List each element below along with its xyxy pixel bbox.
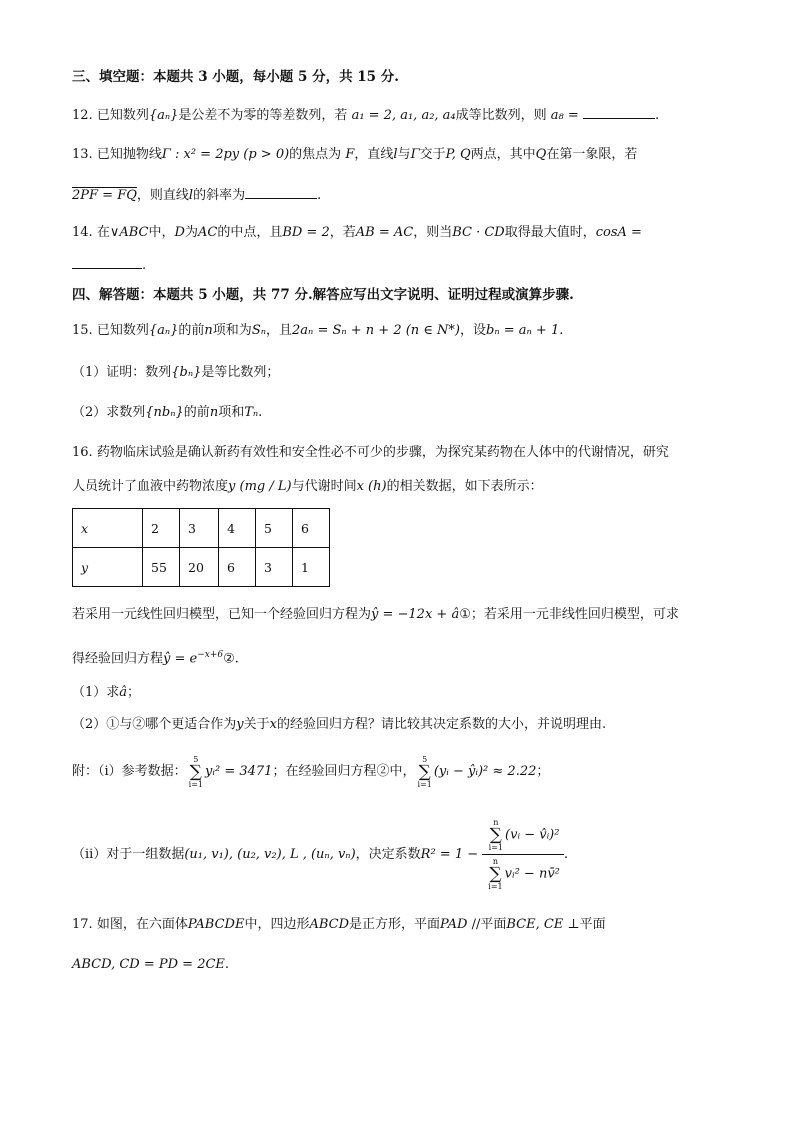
table-cell: 6 [219, 548, 256, 587]
table-row [73, 509, 330, 548]
q16-p1: （1）求 [72, 685, 120, 700]
q16-l2b: 与代谢时间 [291, 479, 357, 494]
q14-tf: ，则当 [413, 225, 453, 240]
question-16-line4 [72, 646, 239, 668]
q15-tc: 项和为 [212, 323, 252, 338]
q15-number: 15. [72, 323, 93, 338]
q15-p1b: 是等比数列； [201, 365, 280, 380]
section-heading-fill-in [72, 68, 399, 86]
sigma-icon: ∑ [418, 761, 431, 782]
q14-tb: 中， [148, 225, 175, 240]
q16-x-unit: x (h) [356, 479, 387, 494]
summation-symbol [488, 857, 502, 891]
q16-l4a: 得经验回归方程 [72, 651, 164, 667]
question-16-line1 [72, 444, 669, 462]
q16-ii-end: . [563, 847, 569, 862]
q13-l1d: 与 [397, 147, 411, 162]
q17-l1b: 中，四边形 [244, 917, 310, 932]
q14-bd: BD = 2 [282, 225, 330, 240]
question-13-line1 [72, 146, 637, 164]
q15-p1: （1）证明：数列 [72, 365, 172, 380]
denominator-expr: vᵢ² − nv̄² [504, 866, 560, 882]
q15-td: ，且 [266, 323, 293, 338]
q17-end: . [224, 957, 230, 972]
q17-l1a: 如图，在六面体 [96, 917, 188, 932]
q13-number: 13. [72, 147, 93, 162]
q14-tc: 为 [184, 225, 198, 240]
q16-line1: 药物临床试验是确认新药有效性和安全性必不可少的步骤，为探究某药物在人体中的代谢情况，研究 [96, 445, 669, 460]
q14-td: 的中点，且 [217, 225, 283, 240]
q13-focus: F [345, 147, 355, 162]
question-12 [72, 106, 659, 125]
q16-p2b: 关于 [243, 717, 270, 732]
q16-ii-b: ，决定系数 [355, 847, 421, 862]
q17-quad: ABCD [309, 917, 350, 932]
sum-lower: i=1 [488, 843, 504, 852]
q17-bce: BCE, CE ⊥ [506, 917, 580, 932]
q15-tb: 的前 [178, 323, 205, 338]
q16-p2c: 的经验回归方程？请比较其决定系数的大小，并说明理由. [277, 717, 607, 732]
q16-eq1: ŷ = −12x + â [371, 607, 460, 622]
q13-parabola: Γ : x² = 2py (p > 0) [161, 147, 290, 162]
sum-upper: n [492, 857, 499, 866]
q13-answer-blank [245, 186, 317, 199]
table-cell: 4 [219, 509, 256, 548]
q15-p2-seq: {nbₙ} [145, 405, 184, 420]
q12-text-a: 已知数列 [96, 108, 149, 123]
q14-prod: BC · CD [452, 225, 505, 240]
q15-n: n [204, 323, 213, 338]
q14-tg: 取得最大值时， [504, 225, 596, 240]
q15-seq: {aₙ} [148, 323, 179, 338]
q14-d: D [174, 225, 185, 240]
numerator-expr: (vᵢ − v̂ᵢ)² [505, 827, 560, 843]
question-15-part1 [72, 364, 279, 382]
q17-solid: PABCDE [187, 917, 245, 932]
q16-ii-r: R² = 1 − [420, 847, 479, 862]
summation-symbol [489, 818, 503, 852]
table-cell: 6 [293, 509, 330, 548]
q14-eq: AB = AC [355, 225, 414, 240]
q15-ta: 已知数列 [96, 323, 149, 338]
q13-l1a: 已知抛物线 [96, 147, 162, 162]
q16-l4b: ②. [223, 651, 239, 667]
q15-p2-end: . [258, 405, 263, 420]
q17-l1e: 平面 [579, 917, 606, 932]
table-cell: 20 [180, 548, 219, 587]
section-heading-solutions [72, 286, 574, 304]
q16-p1-a: â [119, 685, 128, 700]
q15-relation: 2aₙ = Sₙ + n + 2 (n ∈ N*) [292, 323, 461, 338]
summation-symbol [417, 755, 431, 789]
sum-lower: i=1 [488, 882, 503, 891]
q14-te: ，若 [329, 225, 356, 240]
q12-seq: {aₙ} [148, 108, 179, 123]
q13-l1g: 在第一象限，若 [546, 147, 638, 162]
q16-p2-y: y [236, 717, 244, 732]
q16-ref-sum2: (yᵢ − ŷᵢ)² ≈ 2.22 [433, 764, 537, 779]
table-cell: 3 [180, 509, 219, 548]
question-16-part1 [72, 684, 140, 702]
r-squared-fraction [482, 818, 564, 891]
q16-ref-a: 附：（i）参考数据： [72, 764, 187, 779]
q13-gamma: Γ [410, 147, 420, 162]
q17-number: 17. [72, 917, 93, 932]
question-14-line1 [72, 224, 642, 242]
q16-y-unit: y (mg / L) [228, 479, 292, 494]
q13-l2: l [188, 188, 194, 203]
q15-p2-n: n [209, 405, 219, 420]
question-17-line1 [72, 916, 606, 934]
question-16-line3 [72, 606, 679, 624]
q13-vector-equation: 2PF = FQ [72, 188, 137, 203]
table-header-x: x [73, 509, 143, 548]
q15-te: ，设 [460, 323, 487, 338]
q17-line2: ABCD, CD = PD = 2CE [72, 957, 225, 972]
table-cell: 1 [293, 548, 330, 587]
table-cell: 5 [256, 509, 293, 548]
q13-end: . [317, 188, 322, 203]
q12-number: 12. [72, 108, 93, 123]
q16-ii-data: (u₁, v₁), (u₂, v₂), L , (uₙ, vₙ) [184, 847, 356, 862]
q17-parallel: // [471, 917, 481, 932]
q16-p2a: （2）①与②哪个更适合作为 [72, 717, 237, 732]
table-cell: 2 [143, 509, 180, 548]
q16-ii-a: （ii）对于一组数据 [72, 847, 185, 862]
question-16-reference-ii [72, 818, 568, 891]
question-16-reference-i [72, 754, 549, 790]
q16-ref-b: ；在经验回归方程②中， [272, 764, 416, 779]
data-table [72, 508, 330, 587]
question-16-part2 [72, 716, 606, 734]
section4-heading-text: 四、解答题：本题共 5 小题，共 77 分.解答应写出文字说明、证明过程或演算步骤. [72, 287, 574, 303]
sigma-icon: ∑ [189, 761, 202, 782]
q15-p1-seq: {bₙ} [171, 365, 202, 380]
sum-lower: i=1 [417, 779, 432, 789]
table-row [73, 548, 330, 587]
q14-number: 14. [72, 225, 93, 240]
q14-end: . [142, 258, 147, 273]
q16-ref-end: ； [536, 764, 550, 779]
q14-answer-blank [72, 256, 142, 269]
section3-heading-text: 三、填空题：本题共 3 小题，每小题 5 分，共 15 分. [72, 69, 399, 85]
sigma-icon: ∑ [489, 825, 502, 845]
q14-ac: AC [197, 225, 218, 240]
table-header-y: y [73, 548, 143, 587]
q14-ta: 在 [96, 225, 110, 240]
q13-pq: P, Q [445, 147, 471, 162]
q17-pad: PAD [440, 917, 468, 932]
q15-p2: （2）求数列 [72, 405, 146, 420]
q15-p2b: 的前 [183, 405, 210, 420]
q15-bn: bₙ = aₙ + 1. [486, 323, 564, 338]
q16-ref-sum1: yᵢ² = 3471 [205, 764, 273, 779]
q13-l1f: 两点，其中 [470, 147, 536, 162]
sum-upper: 5 [193, 754, 199, 764]
q13-q: Q [535, 147, 547, 162]
q15-p2c: 项和 [218, 405, 245, 420]
question-15-part2 [72, 404, 262, 422]
question-14-line2 [72, 256, 146, 275]
q17-l1d: 平面 [480, 917, 507, 932]
fraction-numerator [482, 818, 564, 855]
q16-l3a: 若采用一元线性回归模型，已知一个经验回归方程为 [72, 607, 372, 622]
q13-l1e: 交于 [419, 147, 446, 162]
q15-p2-tn: Tₙ [244, 405, 259, 420]
sum-upper: n [493, 818, 499, 827]
q16-p1-end: ； [127, 685, 141, 700]
q16-p2-x: x [269, 717, 277, 732]
q12-text-b: 是公差不为零的等差数列，若 [178, 108, 348, 123]
q16-eq2: ŷ = e [163, 651, 198, 667]
summation-symbol [189, 755, 203, 789]
question-16-line2 [72, 478, 543, 496]
q15-sn: Sₙ [251, 323, 266, 338]
q14-ask: cosA = [595, 225, 642, 240]
fraction-denominator [482, 855, 564, 891]
q16-eq2-exponent: −x+6 [197, 650, 224, 660]
q13-l1c: ，直线 [354, 147, 394, 162]
sum-lower: i=1 [188, 779, 204, 789]
q13-l1: l [393, 147, 398, 162]
q16-l2c: 的相关数据，如下表所示： [386, 479, 543, 494]
table-cell: 55 [143, 548, 180, 587]
q12-ask: a₈ = [550, 108, 579, 123]
q13-l2a: ，则直线 [136, 188, 189, 203]
q13-l2b: 的斜率为 [193, 188, 246, 203]
q13-l1b: 的焦点为 [289, 147, 342, 162]
q17-l1c: 是正方形，平面 [349, 917, 441, 932]
question-15 [72, 322, 563, 340]
question-13-line2 [72, 186, 321, 205]
q16-l2a: 人员统计了血液中药物浓度 [72, 479, 229, 494]
q12-answer-blank [583, 106, 655, 119]
table-cell: 3 [256, 548, 293, 587]
sigma-icon: ∑ [489, 864, 502, 884]
q14-triangle: ∨ABC [109, 225, 149, 240]
q16-number: 16. [72, 445, 93, 460]
q12-end: . [654, 108, 660, 123]
q12-cond: a₁ = 2, a₁, a₂, a₄ [351, 108, 456, 123]
question-17-line2 [72, 956, 229, 974]
q16-l3b: ①；若采用一元非线性回归模型，可求 [459, 607, 679, 622]
q12-text-c: 成等比数列，则 [455, 108, 547, 123]
sum-upper: 5 [422, 754, 428, 764]
